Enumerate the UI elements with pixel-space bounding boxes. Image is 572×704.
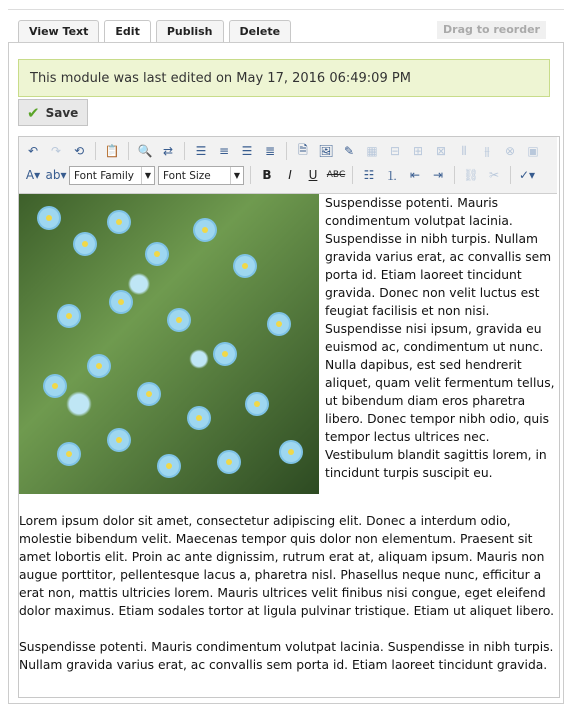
wrapped-paragraph: Suspendisse potenti. Mauris condimentum volutpat lacinia. Suspendisse in nibh turpis. Nullam gravida varius erat, ac convallis sem porta id. Etiam laoreet tincidunt gravida. Donec non velit luctus est feugiat facilisis et non nisi. Suspendisse nisi ipsum, gravida eu euismod ac, condimentum ut nunc. Nulla dapibus, est sed hendrerit aliquet, quam velit fermentum tellus, ut bibendum diam eros pharetra libero. Donec tempor nibh odio, quis tempor lectus ultrices nec. Vestibulum blandit sagittis lorem, in tincidunt turpis suscipit eu. [325, 196, 555, 480]
new-document-icon[interactable]: 🗎 [298, 142, 308, 157]
align-right-icon[interactable]: ☰ [241, 144, 253, 158]
col-before-icon[interactable]: ⫴ [461, 143, 467, 158]
row-after-icon[interactable]: ⊞ [412, 144, 424, 158]
tab-publish[interactable]: Publish [156, 20, 224, 42]
link-icon[interactable]: ⛓ [463, 168, 479, 182]
replace-icon[interactable]: ⇄ [162, 144, 174, 158]
highlight-icon[interactable]: ab▾ [45, 168, 67, 182]
edit-icon[interactable]: ✎ [343, 144, 355, 158]
merge-cells-icon[interactable]: ▣ [527, 144, 539, 158]
paragraph: Suspendisse potenti. Mauris condimentum volutpat lacinia. Suspendisse in nibh turpis. Nullam gravida varius erat, ac convallis sem porta id. Etiam laoreet tincidunt gravida. [19, 640, 554, 672]
drag-to-reorder-handle[interactable]: Drag to reorder [437, 21, 546, 39]
font-family-select[interactable] [69, 166, 155, 185]
spellcheck-icon[interactable]: ✓▾ [518, 168, 536, 182]
redo-icon[interactable]: ↷ [50, 144, 62, 158]
paragraph: Lorem ipsum dolor sit amet, consectetur adipiscing elit. Donec a interdum odio, molestie bibendum velit. Maecenas tempor quis dolor non elementum. Praesent sit amet lobortis elit. Proin ac ante dignissim, rutrum erat at, aliquam ipsum. Mauris non augue porttitor, pellentesque lacus a, pharetra nisl. Phasellus neque nunc, efficitur a erat non, mattis ultricies lorem. Mauris ultrices velit finibus nisi congue, eget eleifend dolor maximus. Etiam sodales tortor at ligula pulvinar tristique. Etiam ut aliquet libero. [19, 514, 555, 618]
outdent-icon[interactable]: ⇤ [409, 168, 421, 182]
unlink-icon[interactable]: ✂ [488, 168, 500, 182]
strikethrough-icon[interactable]: ABC [326, 170, 346, 180]
bullet-list-icon[interactable]: ☷ [363, 168, 375, 182]
chevron-down-icon: ▼ [141, 167, 154, 184]
module-tabs [18, 20, 291, 43]
delete-row-icon[interactable]: ⊠ [435, 144, 447, 158]
underline-icon[interactable]: U [308, 168, 318, 182]
font-family-value: Font Family [74, 169, 134, 182]
bold-icon[interactable]: B [262, 168, 272, 182]
editor-content[interactable] [19, 194, 557, 694]
chevron-down-icon: ▼ [230, 167, 243, 184]
indent-icon[interactable]: ⇥ [432, 168, 444, 182]
align-left-icon[interactable]: ☰ [195, 144, 207, 158]
row-before-icon[interactable]: ⊟ [389, 144, 401, 158]
tab-edit[interactable]: Edit [104, 20, 150, 43]
table-icon[interactable]: ▦ [366, 144, 378, 158]
paste-icon[interactable]: 📋 [104, 144, 120, 158]
find-icon[interactable]: 🔍 [137, 144, 153, 158]
justify-icon[interactable]: ≣ [264, 144, 276, 158]
numbered-list-icon[interactable]: ⒈ [385, 168, 398, 183]
italic-icon[interactable]: I [288, 168, 292, 182]
insert-image-icon[interactable]: 🖼 [318, 144, 334, 158]
editor-toolbar [19, 137, 557, 194]
col-after-icon[interactable]: ⫵ [484, 143, 490, 158]
top-divider [8, 9, 564, 10]
tab-delete[interactable]: Delete [229, 20, 292, 42]
undo-icon[interactable]: ↶ [27, 144, 39, 158]
cleanup-icon[interactable]: ⟲ [73, 144, 85, 158]
rich-text-editor [18, 136, 560, 698]
save-button-label: Save [45, 105, 79, 120]
save-button[interactable] [18, 99, 88, 126]
tab-view-text[interactable]: View Text [18, 20, 99, 42]
align-center-icon[interactable]: ≡ [218, 144, 230, 158]
font-size-value: Font Size [163, 169, 211, 182]
text-color-icon[interactable]: A▾ [25, 168, 41, 182]
forget-me-not-flowers-image [19, 194, 319, 494]
delete-col-icon[interactable]: ⊗ [504, 144, 516, 158]
font-size-select[interactable] [158, 166, 244, 185]
last-edited-notice: This module was last edited on May 17, 2016 06:49:09 PM [18, 59, 550, 97]
checkmark-icon: ✔ [27, 103, 40, 122]
